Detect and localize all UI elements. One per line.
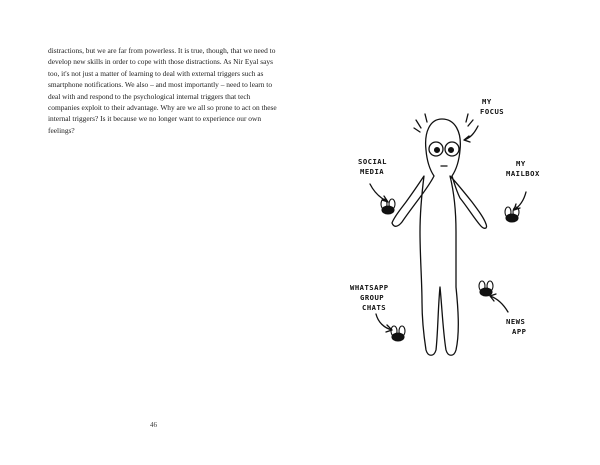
figure-outline <box>392 119 487 355</box>
label-whatsapp-line1: WHATSAPP <box>350 283 389 292</box>
label-whatsapp-line2: GROUP <box>360 293 385 302</box>
bug-news-icon <box>479 281 493 296</box>
label-mailbox-line2: MAILBOX <box>506 169 540 178</box>
arrow-focus <box>464 126 478 142</box>
label-mailbox-line1: MY <box>516 159 526 168</box>
arrow-news <box>490 294 508 312</box>
bug-whatsapp-icon <box>391 326 405 341</box>
distraction-illustration <box>330 92 550 372</box>
label-news-line2: APP <box>512 327 527 336</box>
label-news-line1: NEWS <box>506 317 526 326</box>
body-paragraph: distractions, but we are far from powerless. It is true, though, that we need to develop new skills in order to cope with those distractions. As Nir Eyal says too, it's not just a matter of learning to deal with external triggers such as smartphone notifications. We also – and most importantly – need to learn to deal with and respond to the psychological internal triggers that tech companies exploit to their advantage. Why are we all so prone to act on these internal triggers? Is it because we no longer want to experience our own feelings? <box>48 46 277 135</box>
arrow-whatsapp <box>376 314 392 332</box>
label-social-line2: MEDIA <box>360 167 385 176</box>
label-focus-line2: FOCUS <box>480 107 505 116</box>
label-social-line1: SOCIAL <box>358 157 387 166</box>
label-whatsapp-line3: CHATS <box>362 303 387 312</box>
label-focus-line1: MY <box>482 97 492 106</box>
page-number: 46 <box>150 421 157 429</box>
